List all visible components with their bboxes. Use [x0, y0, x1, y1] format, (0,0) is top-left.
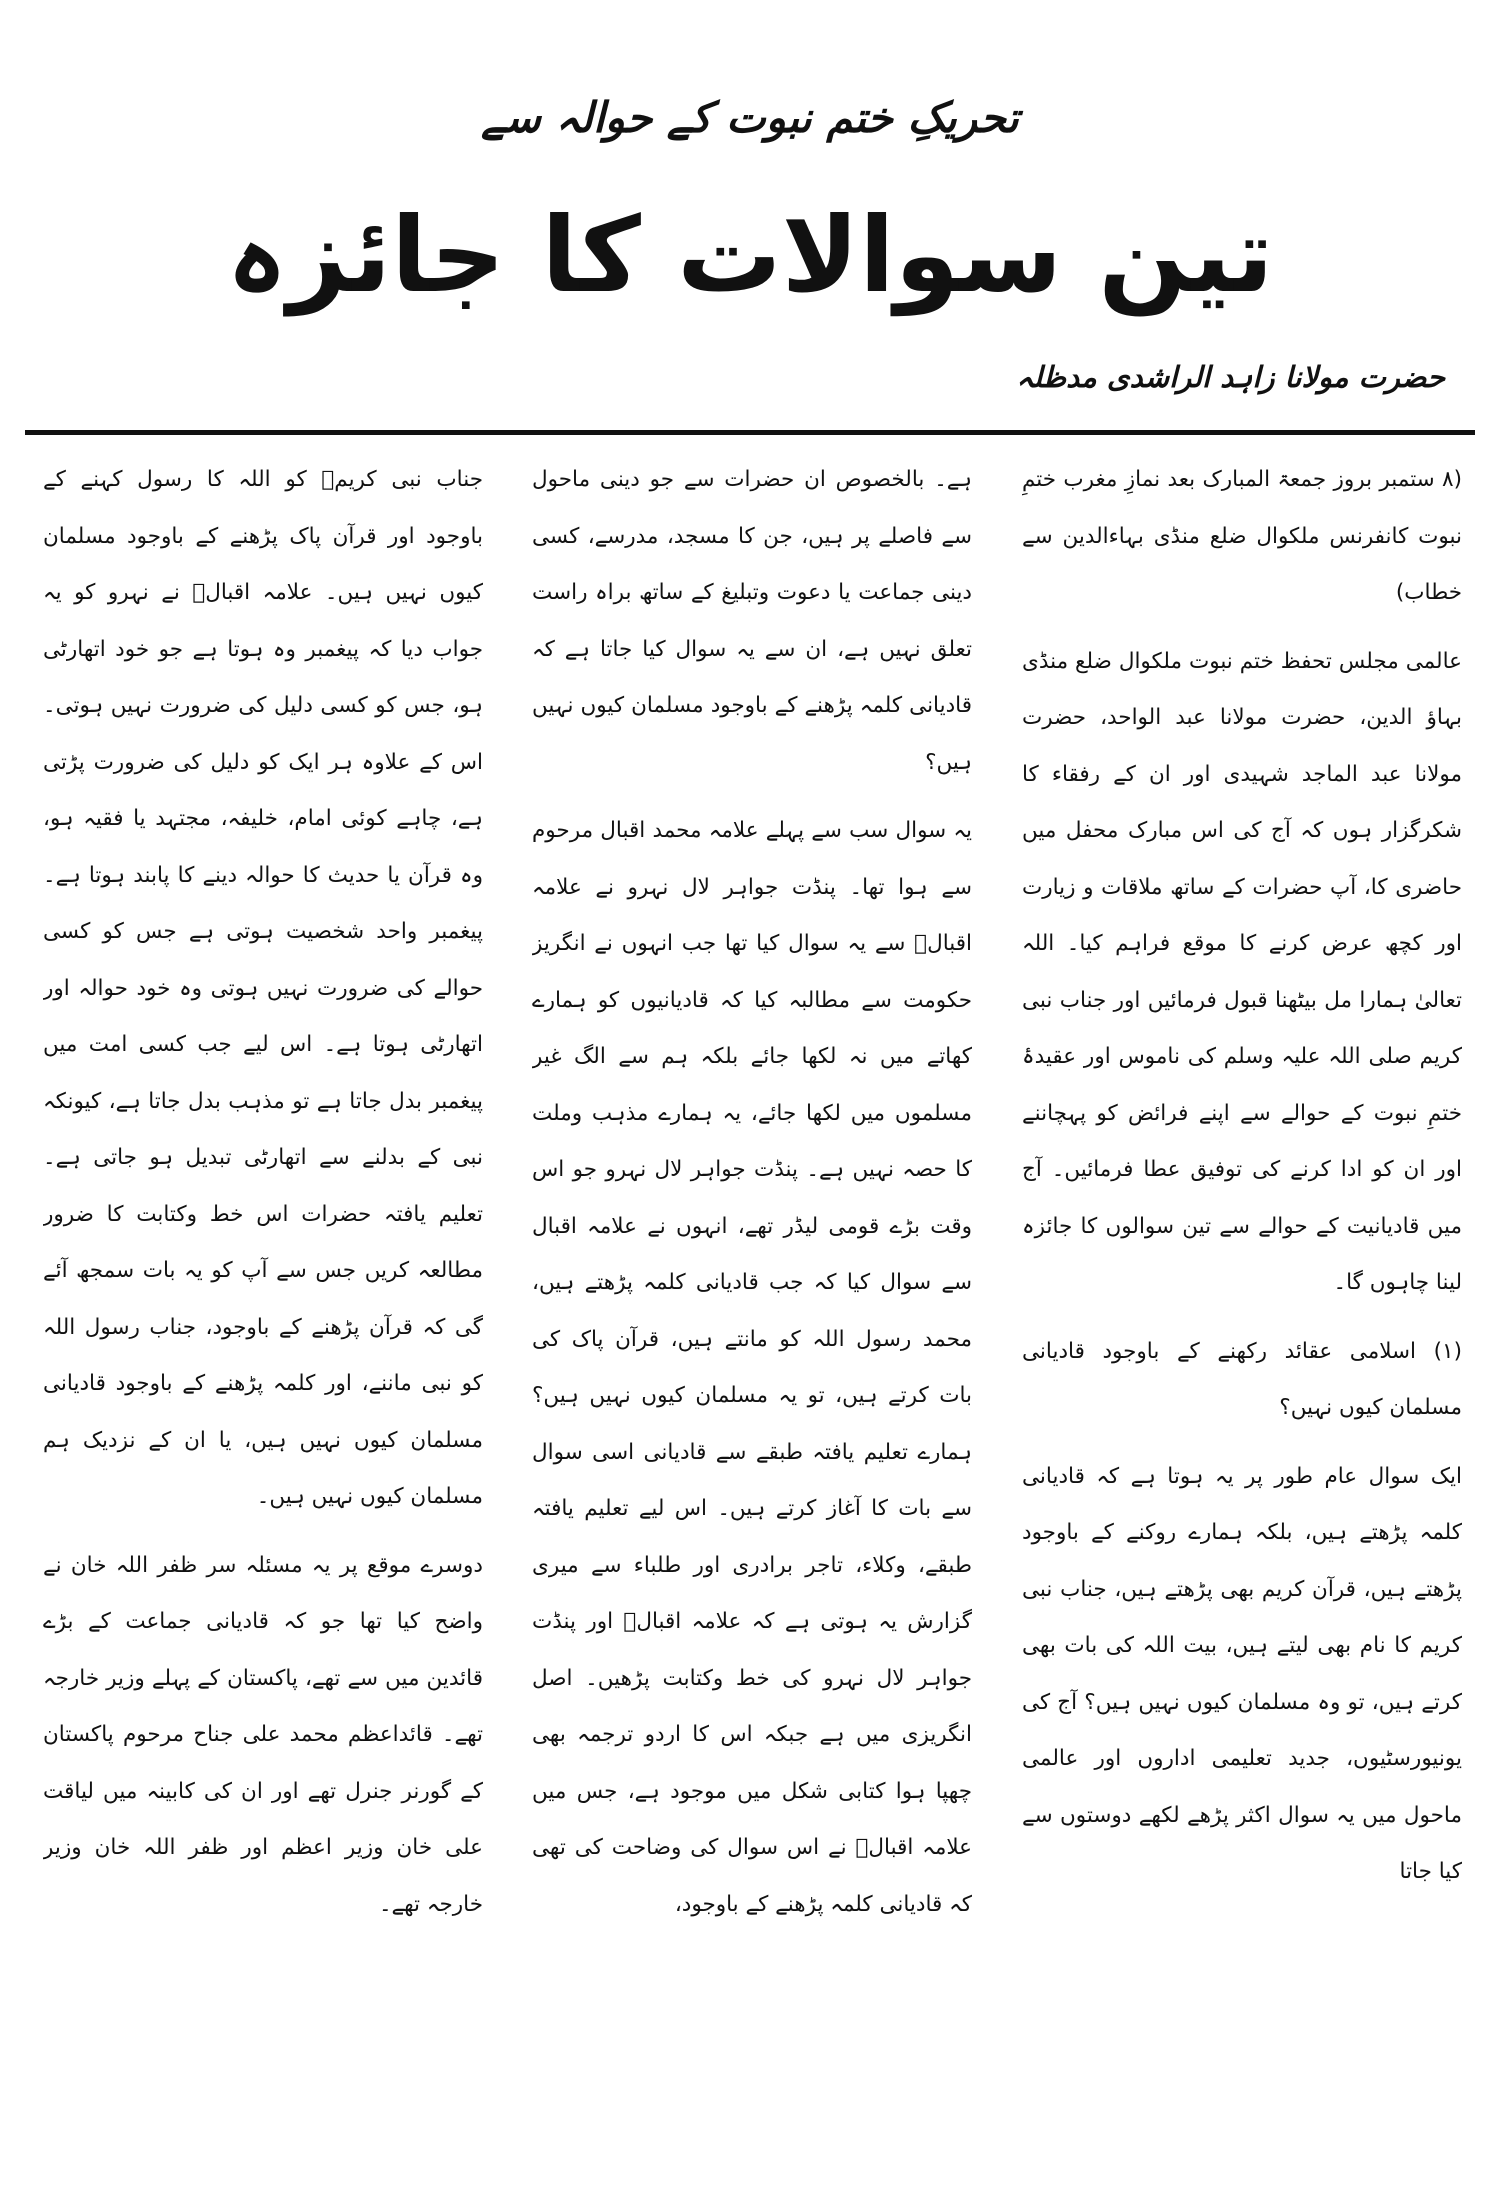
paragraph: ہے۔ بالخصوص ان حضرات سے جو دینی ماحول سے فاصلے پر ہیں، جن کا مسجد، مدرسے، کسی دینی جماعت یا دعوت وتبلیغ کے ساتھ براہ راست تعلق نہیں ہے، ان سے یہ سوال کیا جاتا ہے کہ قادیانی کلمہ پڑھنے کے باوجود مسلمان کیوں نہیں ہیں؟ — [532, 467, 972, 775]
column-middle — [532, 452, 972, 2187]
paragraph: ایک سوال عام طور پر یہ ہوتا ہے کہ قادیانی کلمہ پڑھتے ہیں، بلکہ ہمارے روکنے کے باوجود پڑھتے ہیں، قرآن کریم بھی پڑھتے ہیں، جناب نبی کریم کا نام بھی لیتے ہیں، بیت اللہ کی بات بھی کرتے ہیں، تو وہ مسلمان کیوں نہیں ہیں؟ آج کی یونیورسٹیوں، جدید تعلیمی اداروں اور عالمی ماحول میں یہ سوال اکثر پڑھے لکھے دوستوں سے کیا جاتا — [1022, 1463, 1462, 1884]
article-headline: تین سوالات کا جائزہ — [226, 194, 1274, 316]
column-left — [43, 452, 483, 2187]
column-right — [1022, 452, 1462, 2187]
paragraph: عالمی مجلس تحفظ ختم نبوت ملکوال ضلع منڈی بہاؤ الدین، حضرت مولانا عبد الواحد، حضرت مولانا عبد الماجد شہیدی اور ان کے رفقاء کا شکرگزار ہوں کہ آج کی اس مبارک محفل میں حاضری کا، آپ حضرات کے ساتھ ملاقات و زیارت اور کچھ عرض کرنے کا موقع فراہم کیا۔ اللہ تعالیٰ ہمارا مل بیٹھنا قبول فرمائیں اور جناب نبی کریم صلی اللہ علیہ وسلم کی ناموس اور عقیدۂ ختمِ نبوت کے حوالے سے اپنے فرائض کو پہچاننے اور ان کو ادا کرنے کی توفیق عطا فرمائیں۔ آج میں قادیانیت کے حوالے سے تین سوالوں کا جائزہ لینا چاہوں گا۔ — [1022, 648, 1462, 1295]
paragraph: دوسرے موقع پر یہ مسئلہ سر ظفر اللہ خان نے واضح کیا تھا جو کہ قادیانی جماعت کے بڑے قائدین میں سے تھے، پاکستان کے پہلے وزیر خارجہ تھے۔ قائداعظم محمد علی جناح مرحوم پاکستان کے گورنر جنرل تھے اور ان کی کابینہ میں لیاقت علی خان وزیر اعظم اور ظفر اللہ خان وزیر خارجہ تھے۔ — [43, 1552, 483, 1917]
section-heading: (۱) اسلامی عقائد رکھنے کے باوجود قادیانی مسلمان کیوں نہیں؟ — [1022, 1338, 1462, 1420]
header-divider — [25, 430, 1475, 435]
paragraph: یہ سوال سب سے پہلے علامہ محمد اقبال مرحوم سے ہوا تھا۔ پنڈت جواہر لال نہرو نے علامہ اقبالؒ سے یہ سوال کیا تھا جب انہوں نے انگریز حکومت سے مطالبہ کیا کہ قادیانیوں کو ہمارے کھاتے میں نہ لکھا جائے بلکہ ہم سے الگ غیر مسلموں میں لکھا جائے، یہ ہمارے مذہب وملت کا حصہ نہیں ہے۔ پنڈت جواہر لال نہرو جو اس وقت بڑے قومی لیڈر تھے، انہوں نے علامہ اقبال سے سوال کیا کہ جب قادیانی کلمہ پڑھتے ہیں، محمد رسول اللہ کو مانتے ہیں، قرآن پاک کی بات کرتے ہیں، تو یہ مسلمان کیوں نہیں ہیں؟ ہمارے تعلیم یافتہ طبقے سے قادیانی اسی سوال سے بات کا آغاز کرتے ہیں۔ اس لیے تعلیم یافتہ طبقے، وکلاء، تاجر برادری اور طلباء سے میری گزارش یہ ہوتی ہے کہ علامہ اقبالؒ اور پنڈت جواہر لال نہرو کی خط وکتابت پڑھیں۔ اصل انگریزی میں ہے جبکہ اس کا اردو ترجمہ بھی چھپا ہوا کتابی شکل میں موجود ہے، جس میں علامہ اقبالؒ نے اس سوال کی وضاحت کی تھی کہ قادیانی کلمہ پڑھنے کے باوجود، — [532, 818, 972, 1917]
article-kicker: تحریکِ ختم نبوت کے حوالہ سے — [481, 93, 1019, 142]
paragraph: جناب نبی کریمؐ کو اللہ کا رسول کہنے کے باوجود اور قرآن پاک پڑھنے کے باوجود مسلمان کیوں نہیں ہیں۔ علامہ اقبالؒ نے نہرو کو یہ جواب دیا کہ پیغمبر وہ ہوتا ہے جو خود اتھارٹی ہو، جس کو کسی دلیل کی ضرورت نہیں ہوتی۔ اس کے علاوہ ہر ایک کو دلیل کی ضرورت پڑتی ہے، چاہے کوئی امام، خلیفہ، مجتہد یا فقیہ ہو، وہ قرآن یا حدیث کا حوالہ دینے کا پابند ہوتا ہے۔ پیغمبر واحد شخصیت ہوتی ہے جس کو کسی حوالے کی ضرورت نہیں ہوتی وہ خود حوالہ اور اتھارٹی ہوتا ہے۔ اس لیے جب کسی امت میں پیغمبر بدل جاتا ہے تو مذہب بدل جاتا ہے، کیونکہ نبی کے بدلنے سے اتھارٹی تبدیل ہو جاتی ہے۔ تعلیم یافتہ حضرات اس خط وکتابت کا ضرور مطالعہ کریں جس سے آپ کو یہ بات سمجھ آئے گی کہ قرآن پڑھنے کے باوجود، جناب رسول اللہ کو نبی ماننے، اور کلمہ پڑھنے کے باوجود قادیانی مسلمان کیوں نہیں ہیں، یا ان کے نزدیک ہم مسلمان کیوں نہیں ہیں۔ — [43, 467, 483, 1509]
article-byline: حضرت مولانا زاہد الراشدی مدظلہ — [1016, 360, 1445, 394]
paragraph: (۸ ستمبر بروز جمعۃ المبارک بعد نمازِ مغرب ختمِ نبوت کانفرنس ملکوال ضلع منڈی بہاءالدین سے خطاب) — [1022, 467, 1462, 605]
